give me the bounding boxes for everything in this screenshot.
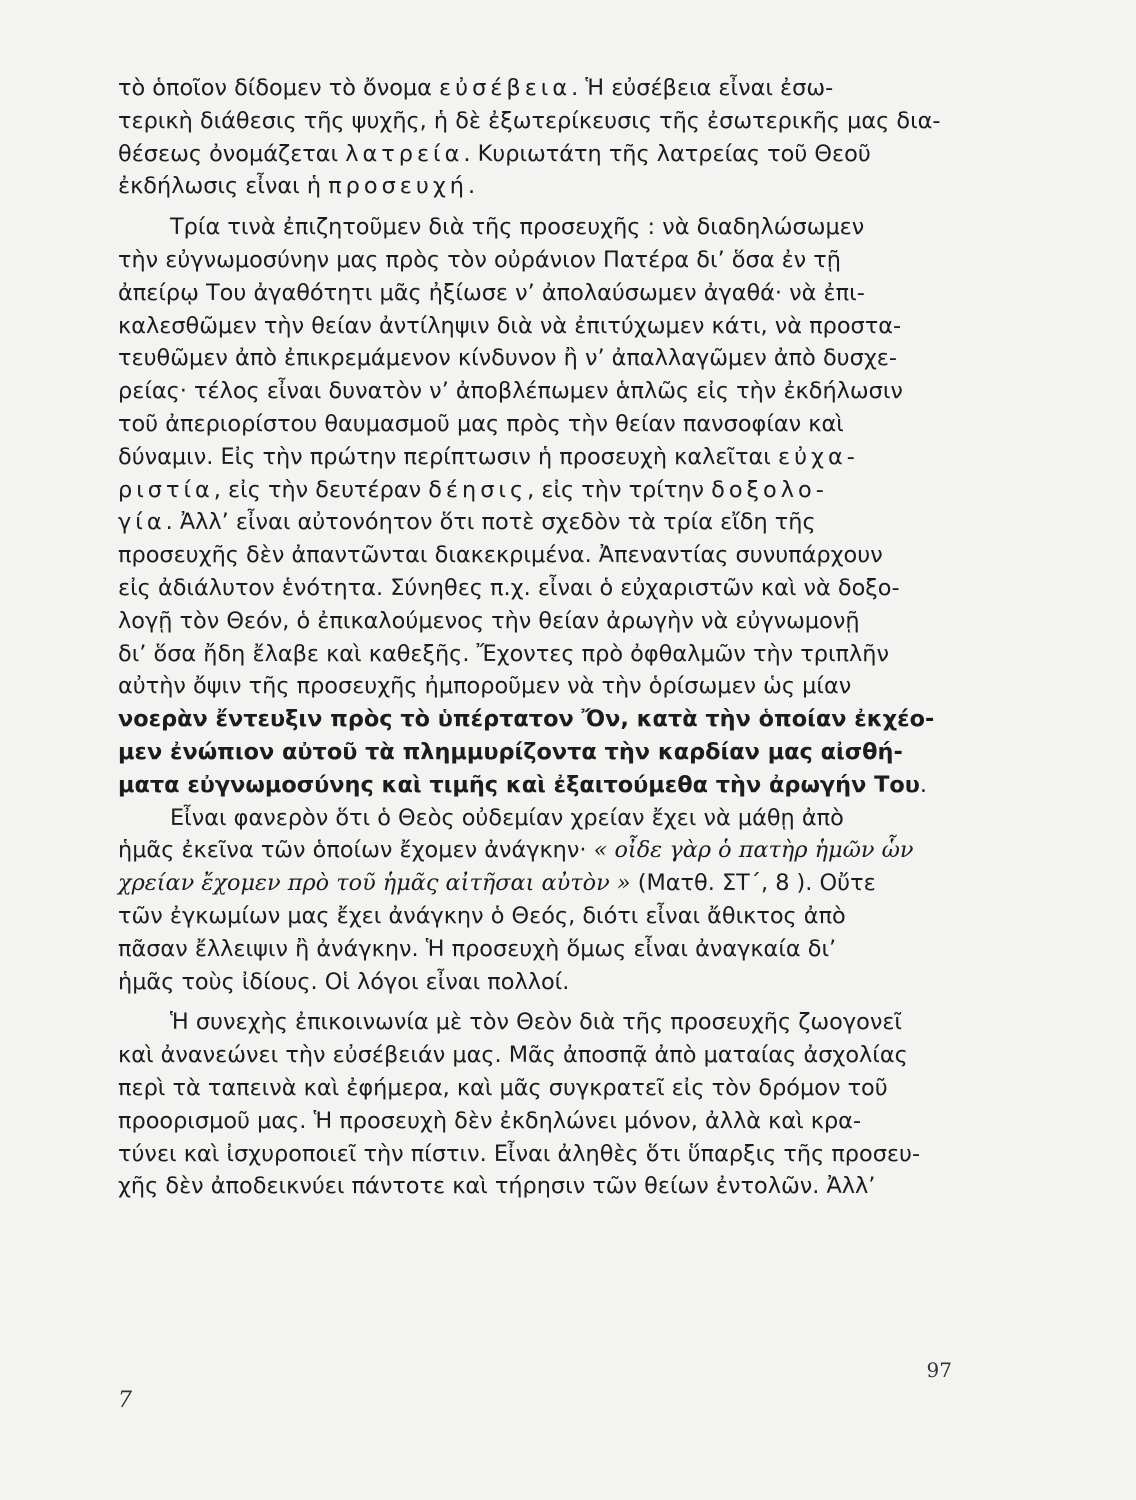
emphasized-term: προσευχή: [328, 173, 468, 200]
text-line: τὸ ὁποῖον δίδομεν τὸ ὄνομα εὐσέβεια. Ἡ εὐσέβεια εἶναι ἐσω-: [118, 75, 834, 101]
text-line: καὶ ἀνανεώνει τὴν εὐσέβειάν μας. Μᾶς ἀποσπᾷ ἀπὸ ματαίας ἀσχολίας: [118, 1042, 908, 1069]
emphasized-term: δοξολο-: [711, 476, 828, 503]
emphasized-term: εὐχα-: [778, 443, 859, 470]
signature-mark: 7: [118, 1388, 132, 1413]
text-line: ἐκδήλωσις εἶναι ἡ προσευχή.: [118, 173, 476, 200]
emphasized-term: λατρεία: [345, 140, 464, 167]
text-line: προορισμοῦ μας. Ἡ προσευχὴ δὲν ἐκδηλώνει μόνον, ἀλλὰ καὶ κρα-: [118, 1107, 862, 1134]
text-line: τῶν ἐγκωμίων μας ἔχει ἀνάγκην ὁ Θεός, διότι εἶναι ἄθικτος ἀπὸ: [118, 902, 846, 929]
text-line: θέσεως ὀνομάζεται λατρεία. Κυριωτάτη τῆς λατρείας τοῦ Θεοῦ: [118, 140, 871, 167]
definition-line: νοερὰν ἔντευξιν πρὸς τὸ ὑπέρτατον Ὄν, κατὰ τὴν ὁποίαν ἐκχέο-: [118, 706, 935, 733]
text-line: ριστία, εἰς τὴν δευτέραν δέησις, εἰς τὴν τρίτην δοξολο-: [118, 476, 828, 503]
page-number: 97: [926, 1358, 952, 1382]
text-line: τὴν εὐγνωμοσύνην μας πρὸς τὸν οὐράνιον Πατέρα δι’ ὅσα ἐν τῇ: [118, 246, 841, 273]
body-text: [118, 72, 964, 1203]
text-line: καλεσθῶμεν τὴν θείαν ἀντίληψιν διὰ νὰ ἐπιτύχωμεν κάτι, νὰ προστα-: [118, 312, 902, 339]
text-line: Τρία τινὰ ἐπιζητοῦμεν διὰ τῆς προσευχῆς : νὰ διαδηλώσωμεν: [170, 214, 865, 241]
definition-line: ματα εὐγνωμοσύνης καὶ τιμῆς καὶ ἐξαιτούμεθα τὴν ἀρωγήν Του.: [118, 771, 928, 798]
text-line: δύναμιν. Εἰς τὴν πρώτην περίπτωσιν ἡ προσευχὴ καλεῖται εὐχα-: [118, 443, 859, 470]
text-line: λογῇ τὸν Θεόν, ὁ ἐπικαλούμενος τὴν θείαν ἀρωγὴν νὰ εὐγνωμονῇ: [118, 607, 860, 634]
text-line: τευθῶμεν ἀπὸ ἐπικρεμάμενον κίνδυνον ἢ ν’ ἀπαλλαγῶμεν ἀπὸ δυσχε-: [118, 345, 897, 372]
text-line: ἀπείρῳ Του ἀγαθότητι μᾶς ἠξίωσε ν’ ἀπολαύσωμεν ἀγαθά· νὰ ἐπι-: [118, 279, 865, 306]
text-line: τερικὴ διάθεσις τῆς ψυχῆς, ἡ δὲ ἐξωτερίκευσις τῆς ἐσωτερικῆς μας δια-: [118, 107, 941, 134]
text-line: γία. Ἀλλ’ εἶναι αὐτονόητον ὅτι ποτὲ σχεδὸν τὰ τρία εἴδη τῆς: [118, 509, 816, 536]
text-line: Εἶναι φανερὸν ὅτι ὁ Θεὸς οὐδεμίαν χρείαν ἔχει νὰ μάθῃ ἀπὸ: [170, 804, 844, 831]
emphasized-term: εὐσέβεια: [439, 75, 572, 101]
text-line: περὶ τὰ ταπεινὰ καὶ ἐφήμερα, καὶ μᾶς συγκρατεῖ εἰς τὸν δρόμον τοῦ: [118, 1074, 888, 1101]
text-line: δι’ ὅσα ἤδη ἔλαβε καὶ καθεξῆς. Ἔχοντες πρὸ ὀφθαλμῶν τὴν τριπλῆν: [118, 640, 889, 667]
text-line: ἡμᾶς τοὺς ἰδίους. Οἱ λόγοι εἶναι πολλοί.: [118, 968, 570, 995]
emphasized-term: δέησις: [428, 476, 528, 503]
text-line: αὐτὴν ὄψιν τῆς προσευχῆς ἠμποροῦμεν νὰ τὴν ὁρίσωμεν ὡς μίαν: [118, 673, 852, 700]
scripture-quote: « οἶδε γὰρ ὁ πατὴρ ἡμῶν ὧν: [593, 837, 914, 864]
emphasized-term: γία: [118, 509, 166, 536]
text-line: χρείαν ἔχομεν πρὸ τοῦ ἡμᾶς αἰτῆσαι αὐτὸν » (Ματθ. ΣΤ΄, 8 ). Οὔτε: [118, 870, 876, 897]
emphasized-term: ριστία: [118, 476, 214, 503]
text-line: προσευχῆς δὲν ἀπαντῶνται διακεκριμένα. Ἀπεναντίας συνυπάρχουν: [118, 542, 883, 569]
definition-line: μεν ἐνώπιον αὐτοῦ τὰ πλημμυρίζοντα τὴν καρδίαν μας αἰσθή-: [118, 738, 903, 765]
text-line: εἰς ἀδιάλυτον ἑνότητα. Σύνηθες π.χ. εἶναι ὁ εὐχαριστῶν καὶ νὰ δοξο-: [118, 574, 900, 601]
text-line: ἡμᾶς ἐκεῖνα τῶν ὁποίων ἔχομεν ἀνάγκην· « οἶδε γὰρ ὁ πατὴρ ἡμῶν ὧν: [118, 837, 914, 864]
text-line: Ἡ συνεχὴς ἐπικοινωνία μὲ τὸν Θεὸν διὰ τῆς προσευχῆς ζωογονεῖ: [170, 1009, 903, 1036]
text-line: χῆς δὲν ἀποδεικνύει πάντοτε καὶ τήρησιν τῶν θείων ἐντολῶν. Ἀλλ’: [118, 1173, 876, 1200]
text-line: τύνει καὶ ἰσχυροποιεῖ τὴν πίστιν. Εἶναι ἀληθὲς ὅτι ὕπαρξις τῆς προσευ-: [118, 1140, 921, 1167]
scripture-quote: χρείαν ἔχομεν πρὸ τοῦ ἡμᾶς αἰτῆσαι αὐτὸν »: [118, 870, 631, 897]
text-line: ρείας· τέλος εἶναι δυνατὸν ν’ ἀποβλέπωμεν ἁπλῶς εἰς τὴν ἐκδήλωσιν: [118, 378, 903, 405]
text-line: πᾶσαν ἔλλειψιν ἢ ἀνάγκην. Ἡ προσευχὴ ὅμως εἶναι ἀναγκαία δι’: [118, 935, 837, 962]
text-line: τοῦ ἀπεριορίστου θαυμασμοῦ μας πρὸς τὴν θείαν πανσοφίαν καὶ: [118, 410, 844, 437]
